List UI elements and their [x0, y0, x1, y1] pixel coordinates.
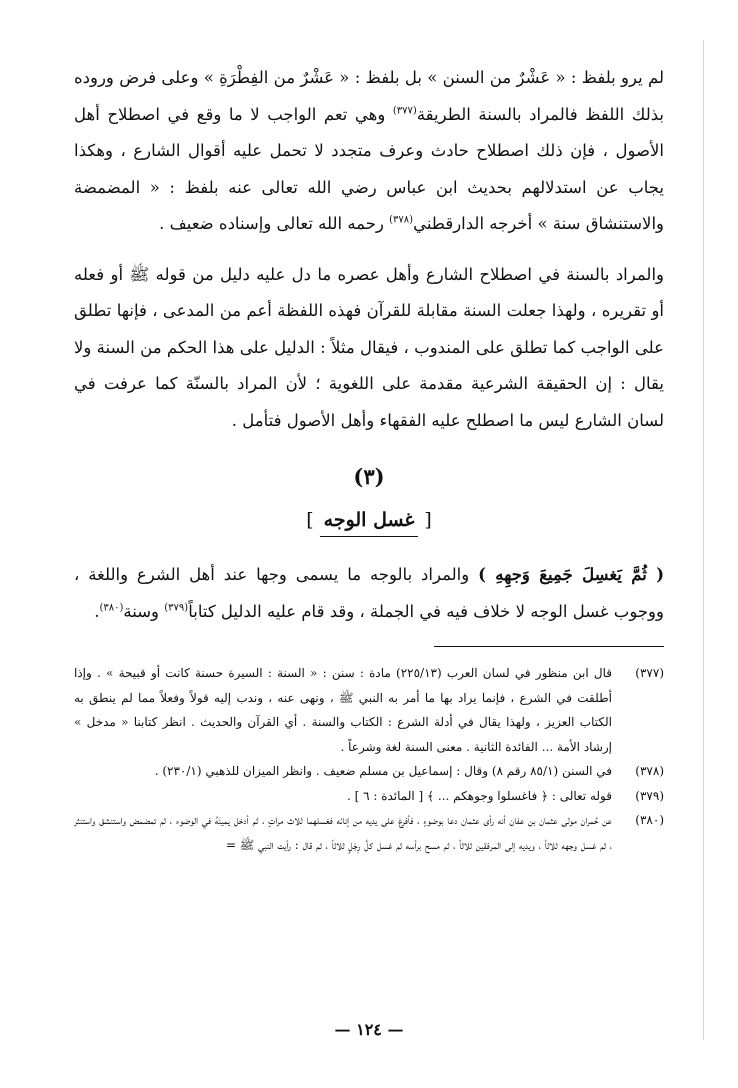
main-text-mid: وسنة [123, 601, 165, 621]
heading-bracket-close: ] [306, 509, 314, 531]
paragraph-1-text-b: وهي تعم الواجب لا ما وقع في اصطلاح أهل الأصول ، فإن ذلك اصطلاح حادث وعرف متجدد لا تحمل عليه أقوال الشارع ، وهكذا يجاب عن استدلالهم بحديث ابن عباس رضي الله تعالى عنه بلفظ : « المضمضة والاستنشاق سنة » أخرجه الدارقطني [74, 104, 664, 233]
paragraph-2: والمراد بالسنة في اصطلاح الشارع وأهل عصره ما دل عليه دليل من قوله ﷺ أو فعله أو تقريره ، ولهذا جعلت السنة مقابلة للقرآن فهذه اللفظة أعم من المدعى ، فإنها تطلق على الواجب كما تطلق على المندوب ، فيقال مثلاً : الدليل على هذا الحكم من السنة ولا يقال : إن الحقيقة الشرعية مقدمة على اللغوية ؛ لأن المراد بالسنّة كما عرفت في لسان الشارع ليس ما اصطلح عليه الفقهاء وأهل الأصول فتأمل . [74, 264, 664, 430]
footnote-text: في السنن (٨٥/١ رقم ٨) وقال : إسماعيل بن مسلم ضعيف . وانظر الميزان للذهبي (٢٣٠/١) . [154, 764, 612, 778]
main-text: والمراد بالوجه ما يسمى وجها عند أهل الشرع واللغة ، ووجوب غسل الوجه لا خلاف فيه في الجملة ، وقد قام عليه الدليل كتاباً [74, 565, 664, 621]
section-heading [74, 503, 664, 537]
main-paragraph [74, 557, 664, 630]
footnote-number: (٣٨٠) [635, 813, 664, 827]
footnote-ref-380[interactable]: (٣٨٠) [99, 602, 124, 613]
footnote-377 [74, 661, 664, 759]
main-text-end: . [94, 601, 100, 621]
footnote-number: (٣٧٧) [635, 666, 664, 680]
footnote-ref-378[interactable]: (٣٧٨) [389, 214, 414, 226]
matn-quote: ( ثُمَّ يَغسِلَ جَمِيعَ وَجهِهِ ) [478, 565, 665, 584]
page-number: — ١٢٤ — [334, 1020, 404, 1039]
footnote-ref-379[interactable]: (٣٧٩) [164, 602, 189, 613]
page-edge-line [703, 40, 704, 1040]
footnote-text: قوله تعالى : ﴿ فاغسلوا وجوهكم ... ﴾ [ المائدة : ٦ ] . [346, 788, 612, 803]
paragraph-1-text-c: رحمه الله تعالى وإسناده ضعيف . [159, 214, 390, 233]
footnote-number: (٣٧٨) [635, 764, 664, 778]
footnote-ref-377[interactable]: (٣٧٧) [392, 105, 417, 116]
footnote-separator [434, 646, 664, 647]
footnote-text: عن حُمران مولى عثمان بن عفان أنه رأى عثمان دعا بوضوءٍ ، فأفرغ على يديه من إنائه فغسلهما ثلاث مراتٍ ، ثم أدخل يمينَهُ في الوضوء ، ثم تمضمض واستنشق واستنثر ، ثم غسل وجهه ثلاثاً ، ويديه إلى المرفقين ثلاثاً ، ثم مسح برأسه ثم غسل كلَّ رِجْلٍ ثلاثاً ، ثم قال : رأيت النبي ﷺ = [74, 813, 612, 852]
footnote-378 [74, 759, 664, 784]
section-title: غسل الوجه [320, 503, 419, 537]
footnote-380 [74, 808, 664, 857]
footnote-text: قال ابن منظور في لسان العرب (٢٢٥/١٣) مادة : سنن : « السنة : السيرة حسنة كانت أو قبيحة » . وإذا أطلقت في الشرع ، فإنما يراد بها ما أمر به النبي ﷺ ، ونهى عنه ، وندب إليه قولاً وفعلاً مما لم ينطق به الكتاب العزيز ، ولهذا يقال في أدلة الشرع : الكتاب والسنة . أي القرآن والحديث . انظر كتابنا « مدخل » إرشاد الأمة ... الفائدة الثانية . معنى السنة لغة وشرعاً . [74, 666, 613, 754]
page-body [74, 60, 664, 857]
paragraph-1-text-a: وروده بذلك اللفظ فالمراد بالسنة الطريقة [74, 68, 664, 124]
paragraph-1-line-1: لم يرو بلفظ : « عَشْرٌ من السنن » بل بلفظ : « عَشْرٌ من الفِطْرَةِ » وعلى فرض [119, 68, 664, 87]
heading-bracket-open: [ [424, 509, 432, 531]
footnote-379 [74, 784, 664, 809]
section-number: (٣) [353, 464, 385, 489]
paragraph-1 [74, 60, 664, 243]
footnote-number: (٣٧٩) [635, 788, 664, 803]
footnotes [74, 661, 664, 857]
